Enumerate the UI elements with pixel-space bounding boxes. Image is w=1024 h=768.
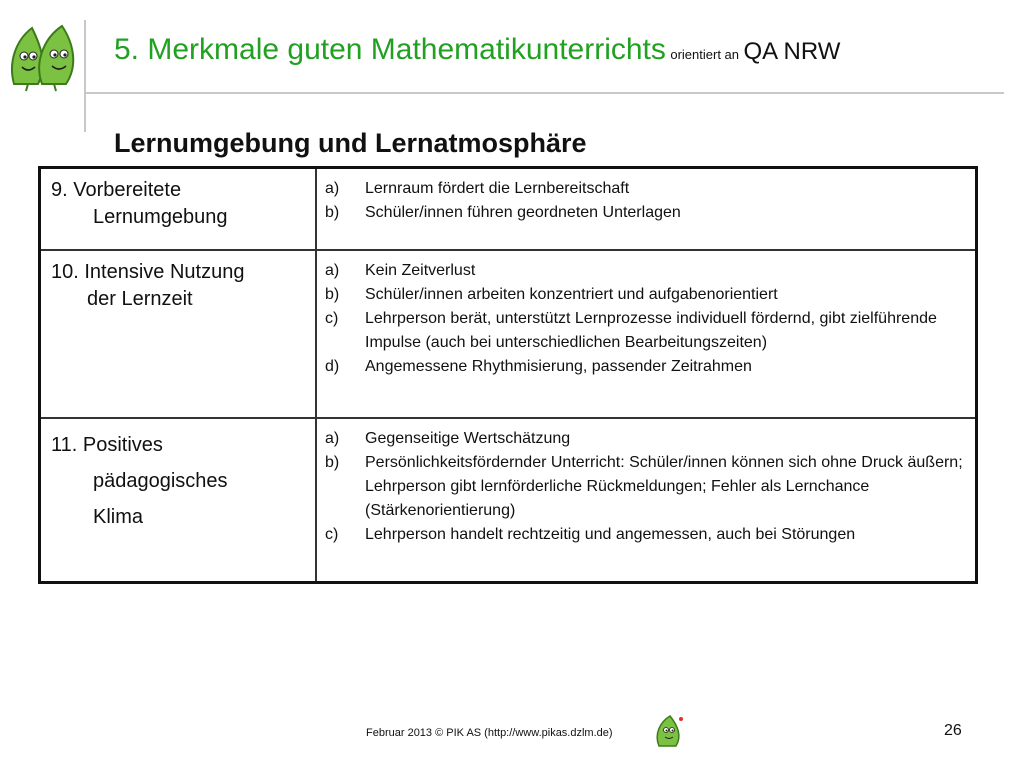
criterion-items [316,168,977,251]
item-letter: a) [325,430,340,447]
page-number: 26 [944,722,962,739]
item-text: Lernraum fördert die Lernbereitschaft [365,180,630,197]
item-letter: c) [325,526,339,543]
item-letter: b) [325,286,340,303]
pikas-leaf-mascots-icon [8,22,80,92]
criterion-item [325,283,965,307]
criterion-heading-line: pädagogisches [93,470,228,492]
slide-title [114,33,840,67]
criterion-item [325,355,965,379]
criteria-row [40,168,977,251]
criterion-heading-line: 10. Intensive Nutzung [51,261,245,283]
pikas-leaf-mascot-small-icon [654,714,686,748]
item-text: Schüler/innen führen geordneten Unterlagen [365,204,681,221]
item-text: Schüler/innen arbeiten konzentriert und aufgabenorientiert [365,286,778,303]
criteria-row [40,250,977,418]
criterion-heading-line: 9. Vorbereitete [51,179,182,201]
item-letter: a) [325,262,340,279]
item-text: Kein Zeitverlust [365,262,476,279]
header-horizontal-rule [84,92,1004,94]
criterion-heading [40,250,317,418]
item-text: Lehrperson berät, unterstützt Lernprozesse individuell fördernd, gibt zielführende Impulse (auch bei unterschiedlichen Bearbeitungszeiten) [365,310,937,351]
header-vertical-rule [84,20,86,132]
slide-subtitle: Lernumgebung und Lernatmosphäre [114,128,587,158]
item-letter: b) [325,204,340,221]
criterion-heading-line: 11. Positives [51,434,163,456]
criterion-item [325,307,965,355]
item-letter: a) [325,180,340,197]
criterion-heading-line: Lernumgebung [93,206,228,228]
criterion-item [325,427,965,451]
item-text: Angemessene Rhythmisierung, passender Zeitrahmen [365,358,752,375]
criteria-row [40,418,977,583]
criterion-item [325,177,965,201]
item-text: Persönlichkeitsfördernder Unterricht: Schüler/innen können sich ohne Druck äußern; Lehrperson gibt lernförderliche Rückmeldungen; Fehler als Lernchance (Stärkenorientierung) [365,454,963,519]
title-small: orientiert an [670,47,740,62]
criterion-heading [40,418,317,583]
criterion-item [325,201,965,225]
criterion-heading [40,168,317,251]
item-letter: c) [325,310,339,327]
title-suffix: QA NRW [743,38,841,65]
criterion-items [316,250,977,418]
item-letter: b) [325,454,340,471]
criterion-items [316,418,977,583]
criterion-item [325,259,965,283]
item-letter: d) [325,358,340,375]
criterion-heading-line: der Lernzeit [87,288,193,310]
criterion-item [325,523,965,547]
title-main: 5. Merkmale guten Mathematikunterrichts [114,33,666,66]
criteria-table [38,166,978,584]
footer-text: Februar 2013 © PIK AS (http://www.pikas.dzlm.de) [366,727,613,739]
item-text: Lehrperson handelt rechtzeitig und angemessen, auch bei Störungen [365,526,856,543]
criterion-item [325,451,965,523]
criterion-heading-line: Klima [93,506,144,528]
item-text: Gegenseitige Wertschätzung [365,430,571,447]
